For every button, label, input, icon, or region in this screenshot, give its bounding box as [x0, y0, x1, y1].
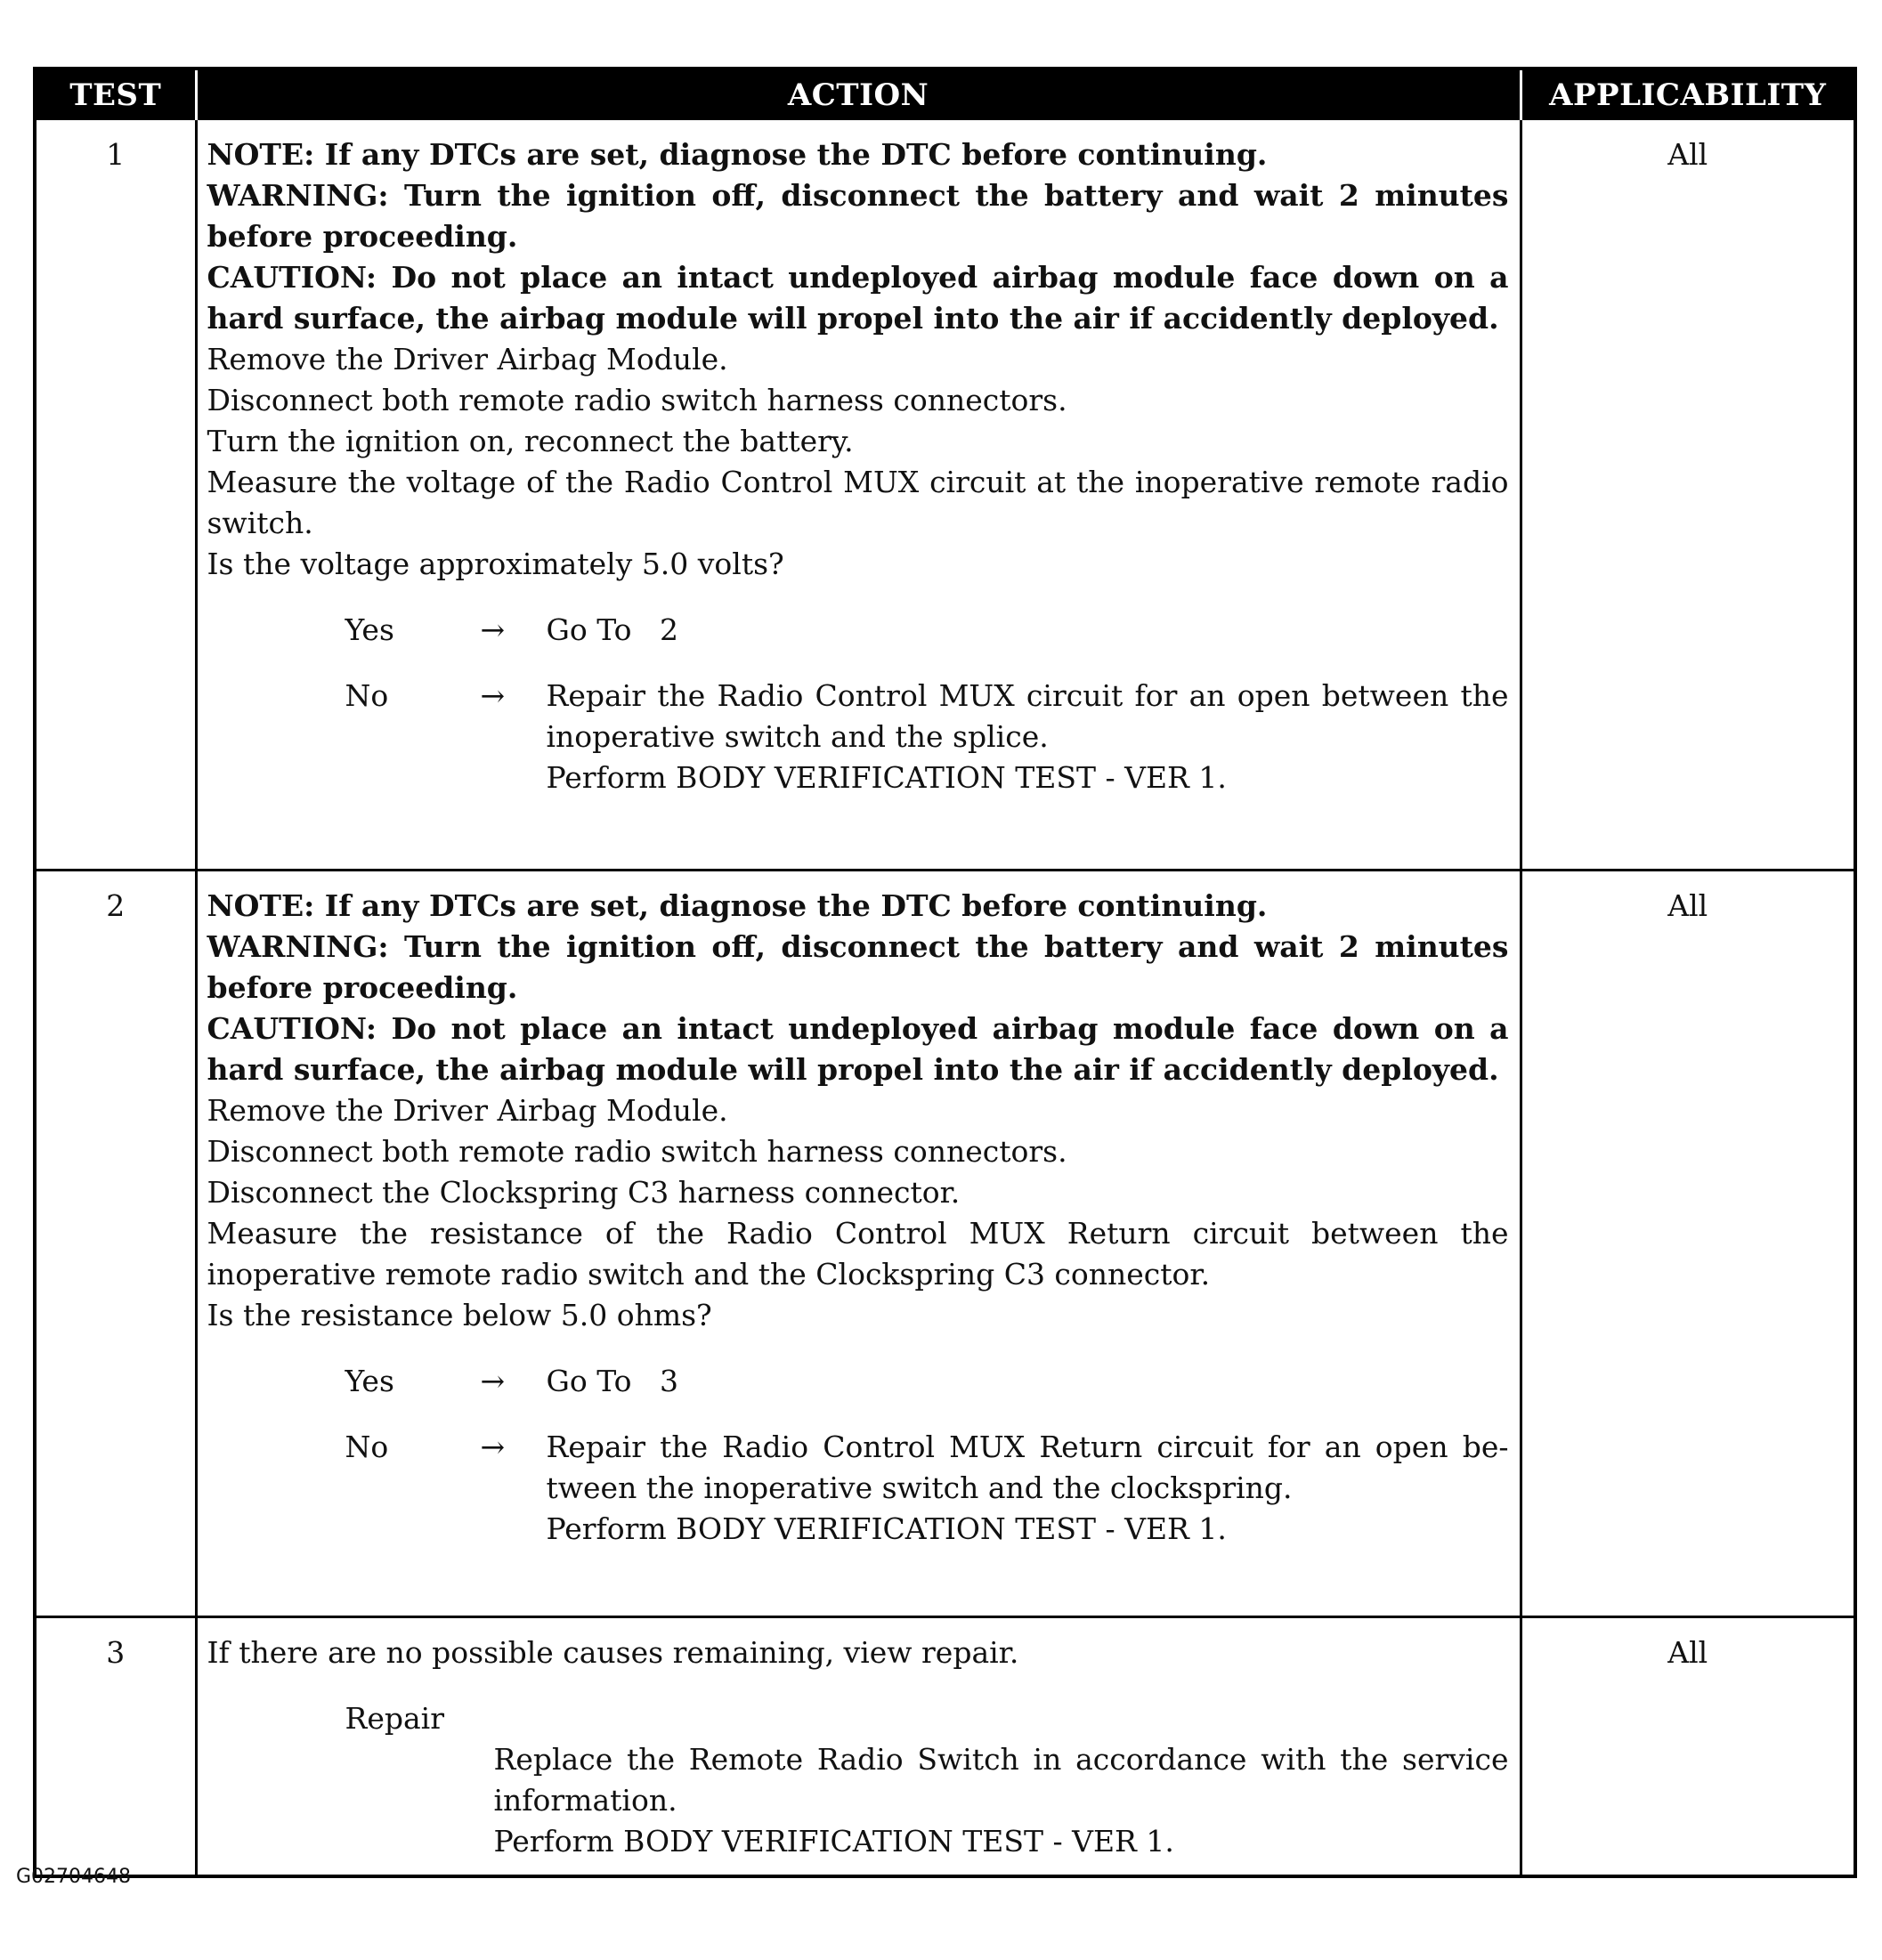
step-line: Measure the voltage of the Radio Control MUX circuit at the inoperative remote radio switch.: [207, 465, 1509, 540]
diagnostic-test-table-frame: [33, 67, 1857, 1878]
verification-line: Perform BODY VERIFICATION TEST - VER 1.: [546, 760, 1227, 795]
warning-line: WARNING: Turn the ignition off, disconnect the battery and wait 2 minutes before proceeding.: [207, 928, 1509, 1005]
question-line: Is the voltage approximately 5.0 volts?: [207, 547, 784, 581]
test-number: 2: [37, 870, 196, 1616]
verification-line: Perform BODY VERIFICATION TEST - VER 1.: [493, 1823, 1174, 1859]
step-line: Disconnect both remote radio switch harness connectors.: [207, 383, 1067, 417]
warning-line: WARNING: Turn the ignition off, disconnect the battery and wait 2 minutes before proceeding.: [207, 178, 1509, 254]
action-cell: [196, 1616, 1521, 1875]
branch-label: Yes: [345, 612, 394, 647]
step-line: Remove the Driver Airbag Module.: [207, 1092, 728, 1128]
note-line: NOTE: If any DTCs are set, diagnose the DTC before continuing.: [207, 887, 1268, 923]
right-arrow-icon: →: [480, 1363, 506, 1398]
caution-line: CAUTION: Do not place an intact undeployed airbag module face down on a hard surface, the airbag module will propel into the air if accidently deployed.: [207, 1010, 1509, 1087]
branch-result: [547, 1361, 1509, 1402]
branch-no: [345, 676, 1509, 798]
replace-line: Replace the Remote Radio Switch in accordance with the service information.: [493, 1741, 1509, 1818]
header-test: TEST: [37, 70, 196, 120]
branch-result: [547, 610, 1509, 651]
test-number: 3: [37, 1616, 196, 1875]
applicability-value: All: [1521, 1616, 1854, 1875]
step-line: Measure the resistance of the Radio Control MUX Return circuit between the inoperative remote radio switch and the Clockspring C3 connector.: [207, 1215, 1509, 1292]
question-line: Is the resistance below 5.0 ohms?: [207, 1297, 712, 1332]
right-arrow-icon: →: [480, 612, 506, 647]
header-applicability: APPLICABILITY: [1521, 70, 1854, 120]
branch-yes: [345, 610, 1509, 651]
header-action: ACTION: [196, 70, 1521, 120]
diagnostic-test-table: [37, 70, 1854, 1875]
goto-line: Go To 2: [546, 612, 678, 647]
step-line: Disconnect both remote radio switch harness connectors.: [207, 1133, 1067, 1169]
branch-list: [207, 1361, 1509, 1550]
applicability-value: All: [1521, 870, 1854, 1616]
caution-line: CAUTION: Do not place an intact undeployed airbag module face down on a hard surface, the airbag module will propel into the air if accidently deployed.: [207, 260, 1509, 336]
table-row: [37, 120, 1854, 870]
step-line: Disconnect the Clockspring C3 harness connector.: [207, 1174, 961, 1210]
applicability-value: All: [1521, 120, 1854, 870]
branch-label: Yes: [345, 1363, 394, 1398]
table-row: [37, 870, 1854, 1616]
step-line: Turn the ignition on, reconnect the battery.: [207, 424, 854, 458]
branch-label: No: [345, 1429, 389, 1464]
branch-label: No: [345, 678, 389, 713]
branch-list: [207, 610, 1509, 798]
right-arrow-icon: →: [480, 678, 506, 713]
goto-line: Go To 3: [546, 1363, 678, 1398]
repair-line: Repair the Radio Control MUX Return circuit for an open be- tween the inoperative switch and the clockspring.: [546, 1429, 1509, 1505]
intro-line: If there are no possible causes remaining, view repair.: [207, 1634, 1019, 1670]
figure-id: G02704648: [16, 1866, 132, 1888]
branch-no: [345, 1427, 1509, 1550]
right-arrow-icon: →: [480, 1429, 506, 1464]
repair-instructions: [494, 1739, 1509, 1862]
test-number: 1: [106, 137, 126, 172]
repair-line: Repair the Radio Control MUX circuit for an open between the inoperative switch and the splice.: [546, 678, 1509, 754]
verification-line: Perform BODY VERIFICATION TEST - VER 1.: [546, 1510, 1227, 1546]
table-header: [37, 70, 1854, 120]
table-row: [37, 1616, 1854, 1875]
step-line: Remove the Driver Airbag Module.: [207, 342, 728, 377]
branch-result: [547, 1427, 1509, 1550]
action-cell: [196, 120, 1521, 870]
action-cell: [196, 870, 1521, 1616]
repair-label: Repair: [345, 1700, 445, 1736]
branch-result: [547, 676, 1509, 798]
note-line: NOTE: If any DTCs are set, diagnose the DTC before continuing.: [207, 137, 1268, 172]
branch-yes: [345, 1361, 1509, 1402]
